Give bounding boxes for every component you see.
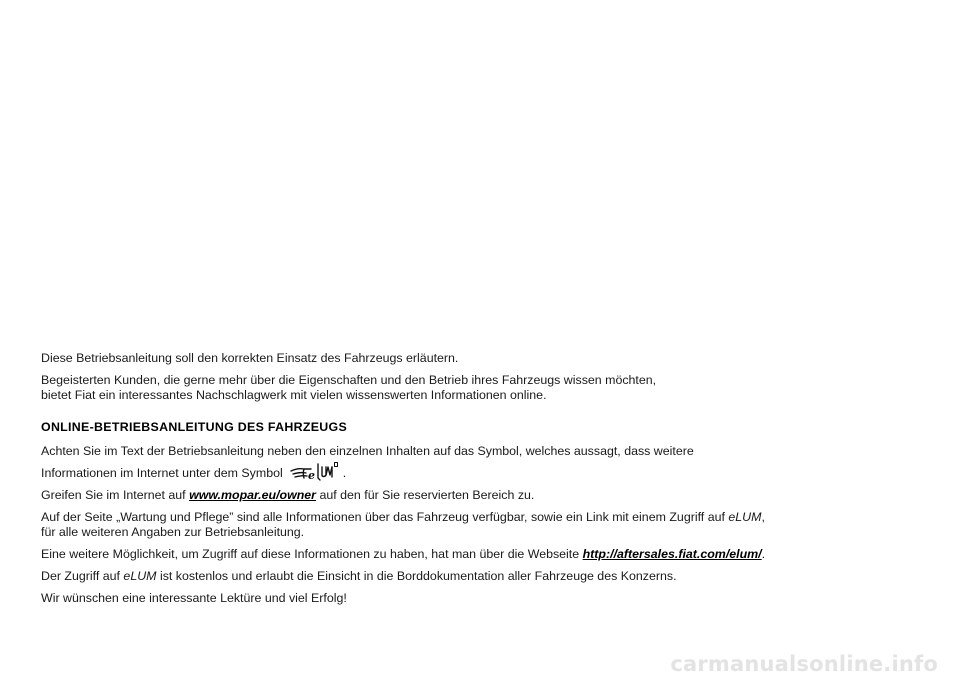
symbol-paragraph-line-1: Achten Sie im Text der Betriebsanleitung neben den einzelnen Inhalten auf das Symbol, welches aussagt, dass weitere — [41, 444, 694, 458]
manual-page-content — [41, 351, 941, 606]
access-text-before: Der Zugriff auf — [41, 569, 120, 583]
closing-line: Wir wünschen eine interessante Lektüre und viel Erfolg! — [41, 591, 347, 605]
mopar-paragraph — [41, 488, 941, 503]
wartung-line-1 — [41, 510, 941, 525]
symbol-paragraph-line-2 — [41, 466, 941, 481]
symbol-sentence-end: . — [342, 466, 347, 480]
wartung-line-end: , — [761, 510, 765, 524]
elum-term: eLUM — [728, 510, 762, 524]
svg-text:e: e — [307, 469, 315, 483]
website-paragraph — [41, 547, 941, 562]
mopar-owner-link[interactable]: www.mopar.eu/owner — [189, 488, 317, 502]
section-heading: ONLINE-BETRIEBSANLEITUNG DES FAHRZEUGS — [41, 420, 348, 434]
access-paragraph — [41, 569, 941, 584]
intro-line-2a: Begeisterten Kunden, die gerne mehr über die Eigenschaften und den Betrieb ihres Fahrzeugs wissen möchten, — [41, 373, 657, 387]
watermark: carmanualsonline.info — [670, 652, 938, 676]
website-text-end: . — [761, 547, 766, 561]
elum-hand-book-icon — [289, 461, 339, 483]
mopar-text-after: auf den für Sie reservierten Bereich zu. — [319, 488, 535, 502]
wartung-line-2: für alle weiteren Angaben zur Betriebsanleitung. — [41, 525, 305, 539]
website-text-before: Eine weitere Möglichkeit, um Zugriff auf diese Informationen zu haben, hat man über die Webseite — [41, 547, 580, 561]
intro-line-1: Diese Betriebsanleitung soll den korrekten Einsatz des Fahrzeugs erläutern. — [41, 351, 459, 365]
wartung-text: Auf der Seite „Wartung und Pflege” sind alle Informationen über das Fahrzeug verfügbar, sowie ein Link mit einem Zugriff auf — [41, 510, 725, 524]
intro-line-2b: bietet Fiat ein interessantes Nachschlagwerk mit vielen wissenswerten Informationen online. — [41, 388, 547, 402]
intro-paragraph-2 — [41, 373, 941, 403]
aftersales-elum-link[interactable]: http://aftersales.fiat.com/elum/ — [582, 547, 762, 561]
wartung-paragraph — [41, 510, 941, 540]
elum-term-2: eLUM — [123, 569, 157, 583]
access-text-after: ist kostenlos und erlaubt die Einsicht in die Borddokumentation aller Fahrzeuge des Konzerns. — [159, 569, 677, 583]
symbol-sentence-text: Informationen im Internet unter dem Symbol — [41, 466, 283, 480]
mopar-text-before: Greifen Sie im Internet auf — [41, 488, 186, 502]
